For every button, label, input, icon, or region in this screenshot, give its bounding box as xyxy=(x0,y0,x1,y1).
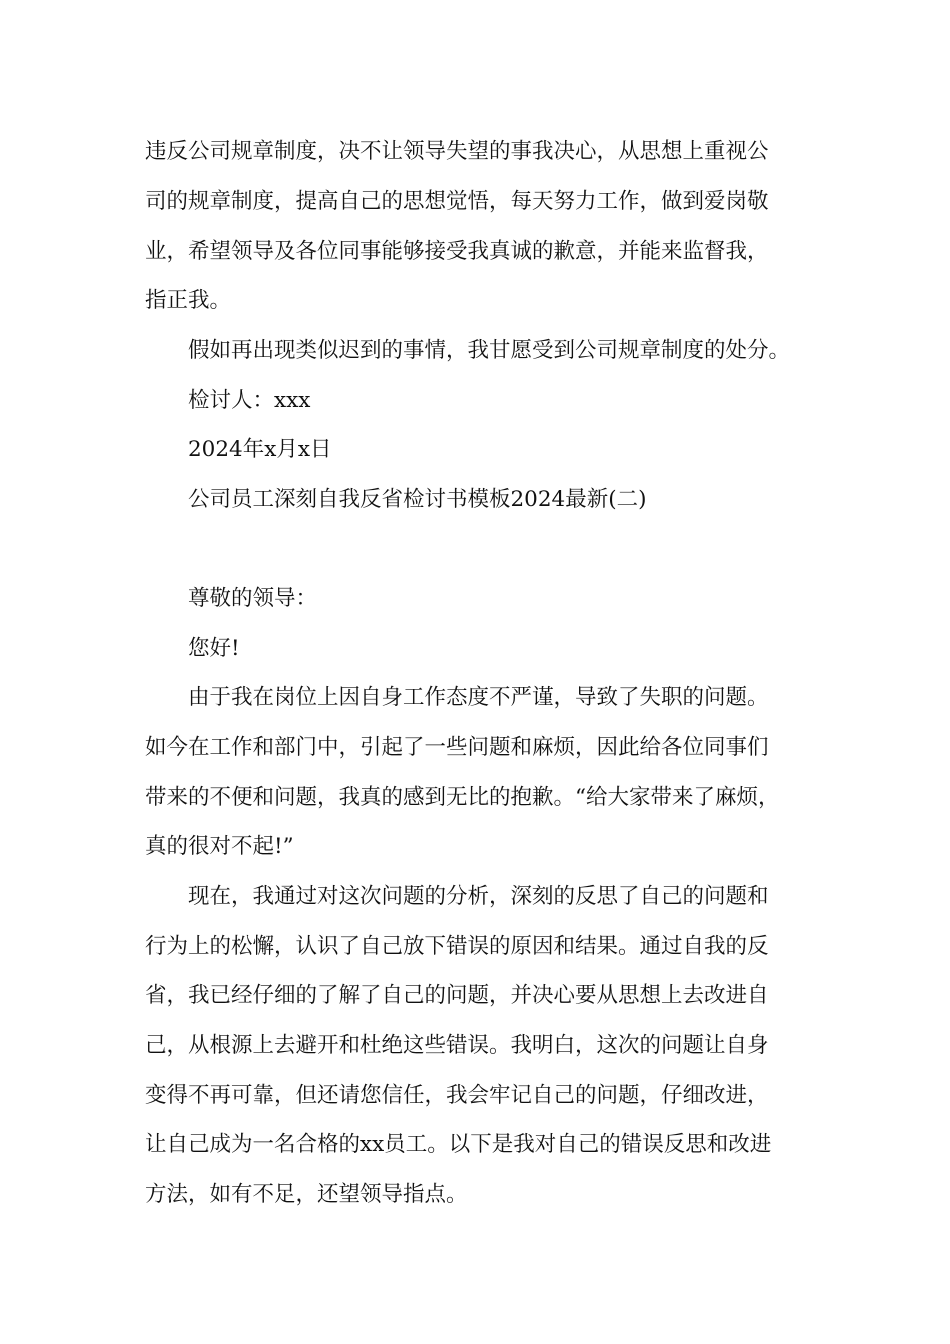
paragraph-line: 让自己成为一名合格的xx员工。以下是我对自己的错误反思和改进 xyxy=(145,1132,772,1157)
paragraph-line: 指正我。 xyxy=(145,288,232,313)
paragraph-line: 假如再出现类似迟到的事情，我甘愿受到公司规章制度的处分。 xyxy=(188,338,791,363)
paragraph-line: 司的规章制度，提高自己的思想觉悟，每天努力工作，做到爱岗敬 xyxy=(145,189,769,214)
paragraph-line: 方法，如有不足，还望领导指点。 xyxy=(145,1182,468,1207)
section-title: 公司员工深刻自我反省检讨书模板2024最新(二) xyxy=(188,487,647,512)
paragraph-line: 由于我在岗位上因自身工作态度不严谨，导致了失职的问题。 xyxy=(188,685,769,710)
paragraph-line: 业，希望领导及各位同事能够接受我真诚的歉意，并能来监督我， xyxy=(145,239,769,264)
paragraph-line: 行为上的松懈，认识了自己放下错误的原因和结果。通过自我的反 xyxy=(145,934,769,959)
greeting: 您好! xyxy=(188,636,240,661)
paragraph-line: 带来的不便和问题，我真的感到无比的抱歉。“给大家带来了麻烦， xyxy=(145,785,780,810)
signature-line: 检讨人：xxx xyxy=(188,388,311,413)
salutation: 尊敬的领导： xyxy=(188,586,318,611)
paragraph-line: 变得不再可靠，但还请您信任，我会牢记自己的问题，仔细改进， xyxy=(145,1083,769,1108)
paragraph-line: 违反公司规章制度，决不让领导失望的事我决心，从思想上重视公 xyxy=(145,139,769,164)
paragraph-line: 己，从根源上去避开和杜绝这些错误。我明白，这次的问题让自身 xyxy=(145,1033,769,1058)
paragraph-line: 真的很对不起!” xyxy=(145,834,294,859)
paragraph-line: 如今在工作和部门中，引起了一些问题和麻烦，因此给各位同事们 xyxy=(145,735,769,760)
date-line: 2024年x月x日 xyxy=(188,437,332,462)
paragraph-line: 省，我已经仔细的了解了自己的问题，并决心要从思想上去改进自 xyxy=(145,983,769,1008)
paragraph-line: 现在，我通过对这次问题的分析，深刻的反思了自己的问题和 xyxy=(188,884,769,909)
